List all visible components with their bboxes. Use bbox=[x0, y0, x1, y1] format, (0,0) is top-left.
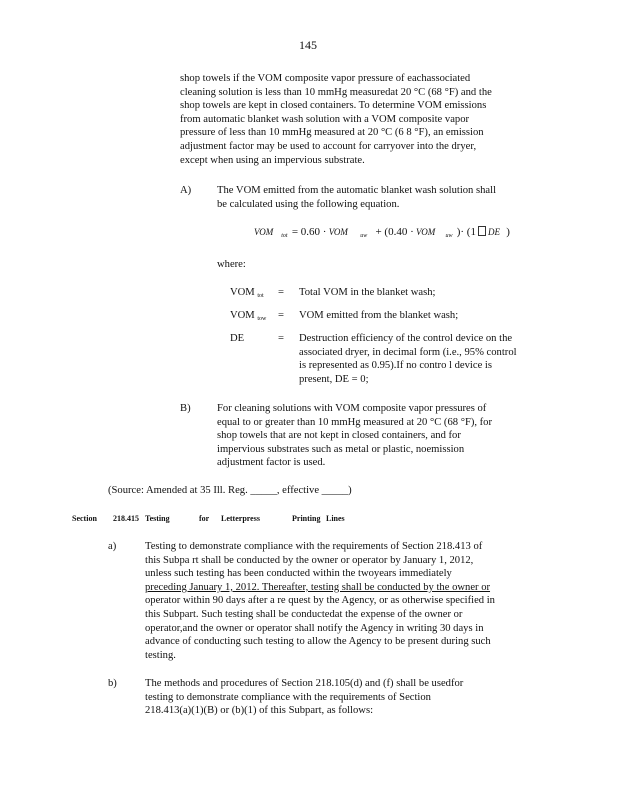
section-label: Section bbox=[72, 514, 97, 523]
item-sa-line: operator within 90 days after a re quest by the Agency, or as otherwise specified in bbox=[145, 595, 495, 607]
item-sb-line: testing to demonstrate compliance with the requirements of Section bbox=[145, 691, 431, 703]
source-note: (Source: Amended at 35 Ill. Reg. _____, effective _____) bbox=[108, 485, 352, 496]
section-title-word: Printing bbox=[292, 514, 321, 523]
item-sa-text bbox=[145, 540, 495, 662]
section-title-word: Lines bbox=[326, 514, 345, 523]
item-a-label: A) bbox=[180, 185, 192, 196]
section-number: 218.415 bbox=[113, 514, 139, 523]
equation: VOM $_{tot}$ = 0.60 · VOM $_{uw}$ + (0.40 · VOM $_{uw}$ )· (1 DE ) bbox=[254, 226, 510, 239]
item-a-text bbox=[217, 184, 496, 211]
intro-line: from automatic blanket wash solution with a VOM composite vapor bbox=[180, 113, 470, 125]
intro-line: shop towels if the VOM composite vapor pressure of eachassociated bbox=[180, 73, 471, 84]
intro-line: except when using an impervious substrate. bbox=[180, 154, 365, 166]
intro-paragraph bbox=[180, 72, 492, 167]
def-term-1: VOM $_{tot}$ bbox=[230, 287, 264, 299]
intro-line: adjustment factor may be used to account for carryover into the dryer, bbox=[180, 140, 477, 152]
item-sa-line: testing. bbox=[145, 649, 176, 661]
def-line: present, DE = 0; bbox=[299, 373, 369, 385]
intro-line: shop towels are kept in closed containers. To determine VOM emissions bbox=[180, 100, 487, 112]
item-sa-line: operator,and the owner or operator shall notify the Agency in writing 30 days in bbox=[145, 622, 484, 634]
where-label: where: bbox=[217, 259, 246, 270]
item-sa-line: unless such testing has been conducted within the twoyears immediately bbox=[145, 568, 452, 580]
item-sa-line: this Subpart. Such testing shall be conductedat the expense of the owner or bbox=[145, 608, 463, 620]
intro-line: pressure of less than 10 mmHg measured at 20 °C (6 8 °F), an emission bbox=[180, 127, 484, 139]
def-line: Destruction efficiency of the control device on the bbox=[299, 333, 513, 344]
item-b-label: B) bbox=[180, 403, 191, 414]
def-text-3 bbox=[299, 332, 517, 386]
item-sb-line: The methods and procedures of Section 218.105(d) and (f) shall be usedfor bbox=[145, 678, 464, 689]
item-b-line: For cleaning solutions with VOM composite vapor pressures of bbox=[217, 403, 487, 414]
item-sa-line: preceding January 1, 2012. Thereafter, testing shall be conducted by the owner or bbox=[145, 581, 491, 593]
item-sa-label: a) bbox=[108, 541, 117, 552]
section-title-word: Testing bbox=[145, 514, 170, 523]
section-title-word: Letterpress bbox=[221, 514, 260, 523]
def-eq-1: = bbox=[278, 287, 284, 298]
item-sb-label: b) bbox=[108, 678, 117, 689]
item-sa-line: Testing to demonstrate compliance with the requirements of Section 218.413 of bbox=[145, 541, 483, 552]
page-number: 145 bbox=[299, 38, 317, 52]
intro-line: cleaning solution is less than 10 mmHg measuredat 20 °C (68 °F) and the bbox=[180, 86, 492, 98]
def-line: associated dryer, in decimal form (i.e., 95% control bbox=[299, 346, 517, 358]
def-text-1: Total VOM in the blanket wash; bbox=[299, 287, 436, 298]
section-title-word: for bbox=[199, 514, 210, 523]
item-b-line: equal to or greater than 10 mmHg measured at 20 °C (68 °F), for bbox=[217, 416, 493, 428]
item-a-line: be calculated using the following equation. bbox=[217, 198, 400, 210]
item-b-line: shop towels that are not kept in closed containers, and for bbox=[217, 430, 461, 442]
item-b-text bbox=[217, 402, 492, 470]
def-term-2: VOM $_{tow}$ bbox=[230, 310, 267, 322]
item-sa-line: advance of conducting such testing to allow the Agency to be present during such bbox=[145, 636, 491, 648]
def-line: is represented as 0.95).If no contro l device is bbox=[299, 360, 492, 372]
item-b-line: impervious substrates such as metal or plastic, noemission bbox=[217, 443, 465, 455]
def-eq-2: = bbox=[278, 310, 284, 321]
item-a-line: The VOM emitted from the automatic blanket wash solution shall bbox=[217, 185, 497, 196]
item-b-line: adjustment factor is used. bbox=[217, 457, 326, 469]
item-sb-text bbox=[145, 677, 463, 718]
def-text-2: VOM emitted from the blanket wash; bbox=[299, 310, 459, 321]
item-sb-line: 218.413(a)(1)(B) or (b)(1) of this Subpart, as follows: bbox=[145, 705, 374, 717]
item-sa-line: this Subpa rt shall be conducted by the owner or operator by January 1, 2012, bbox=[145, 554, 474, 566]
def-eq-3: = bbox=[278, 333, 284, 344]
box-glyph-icon bbox=[478, 226, 486, 236]
def-term-3: DE bbox=[230, 333, 245, 344]
